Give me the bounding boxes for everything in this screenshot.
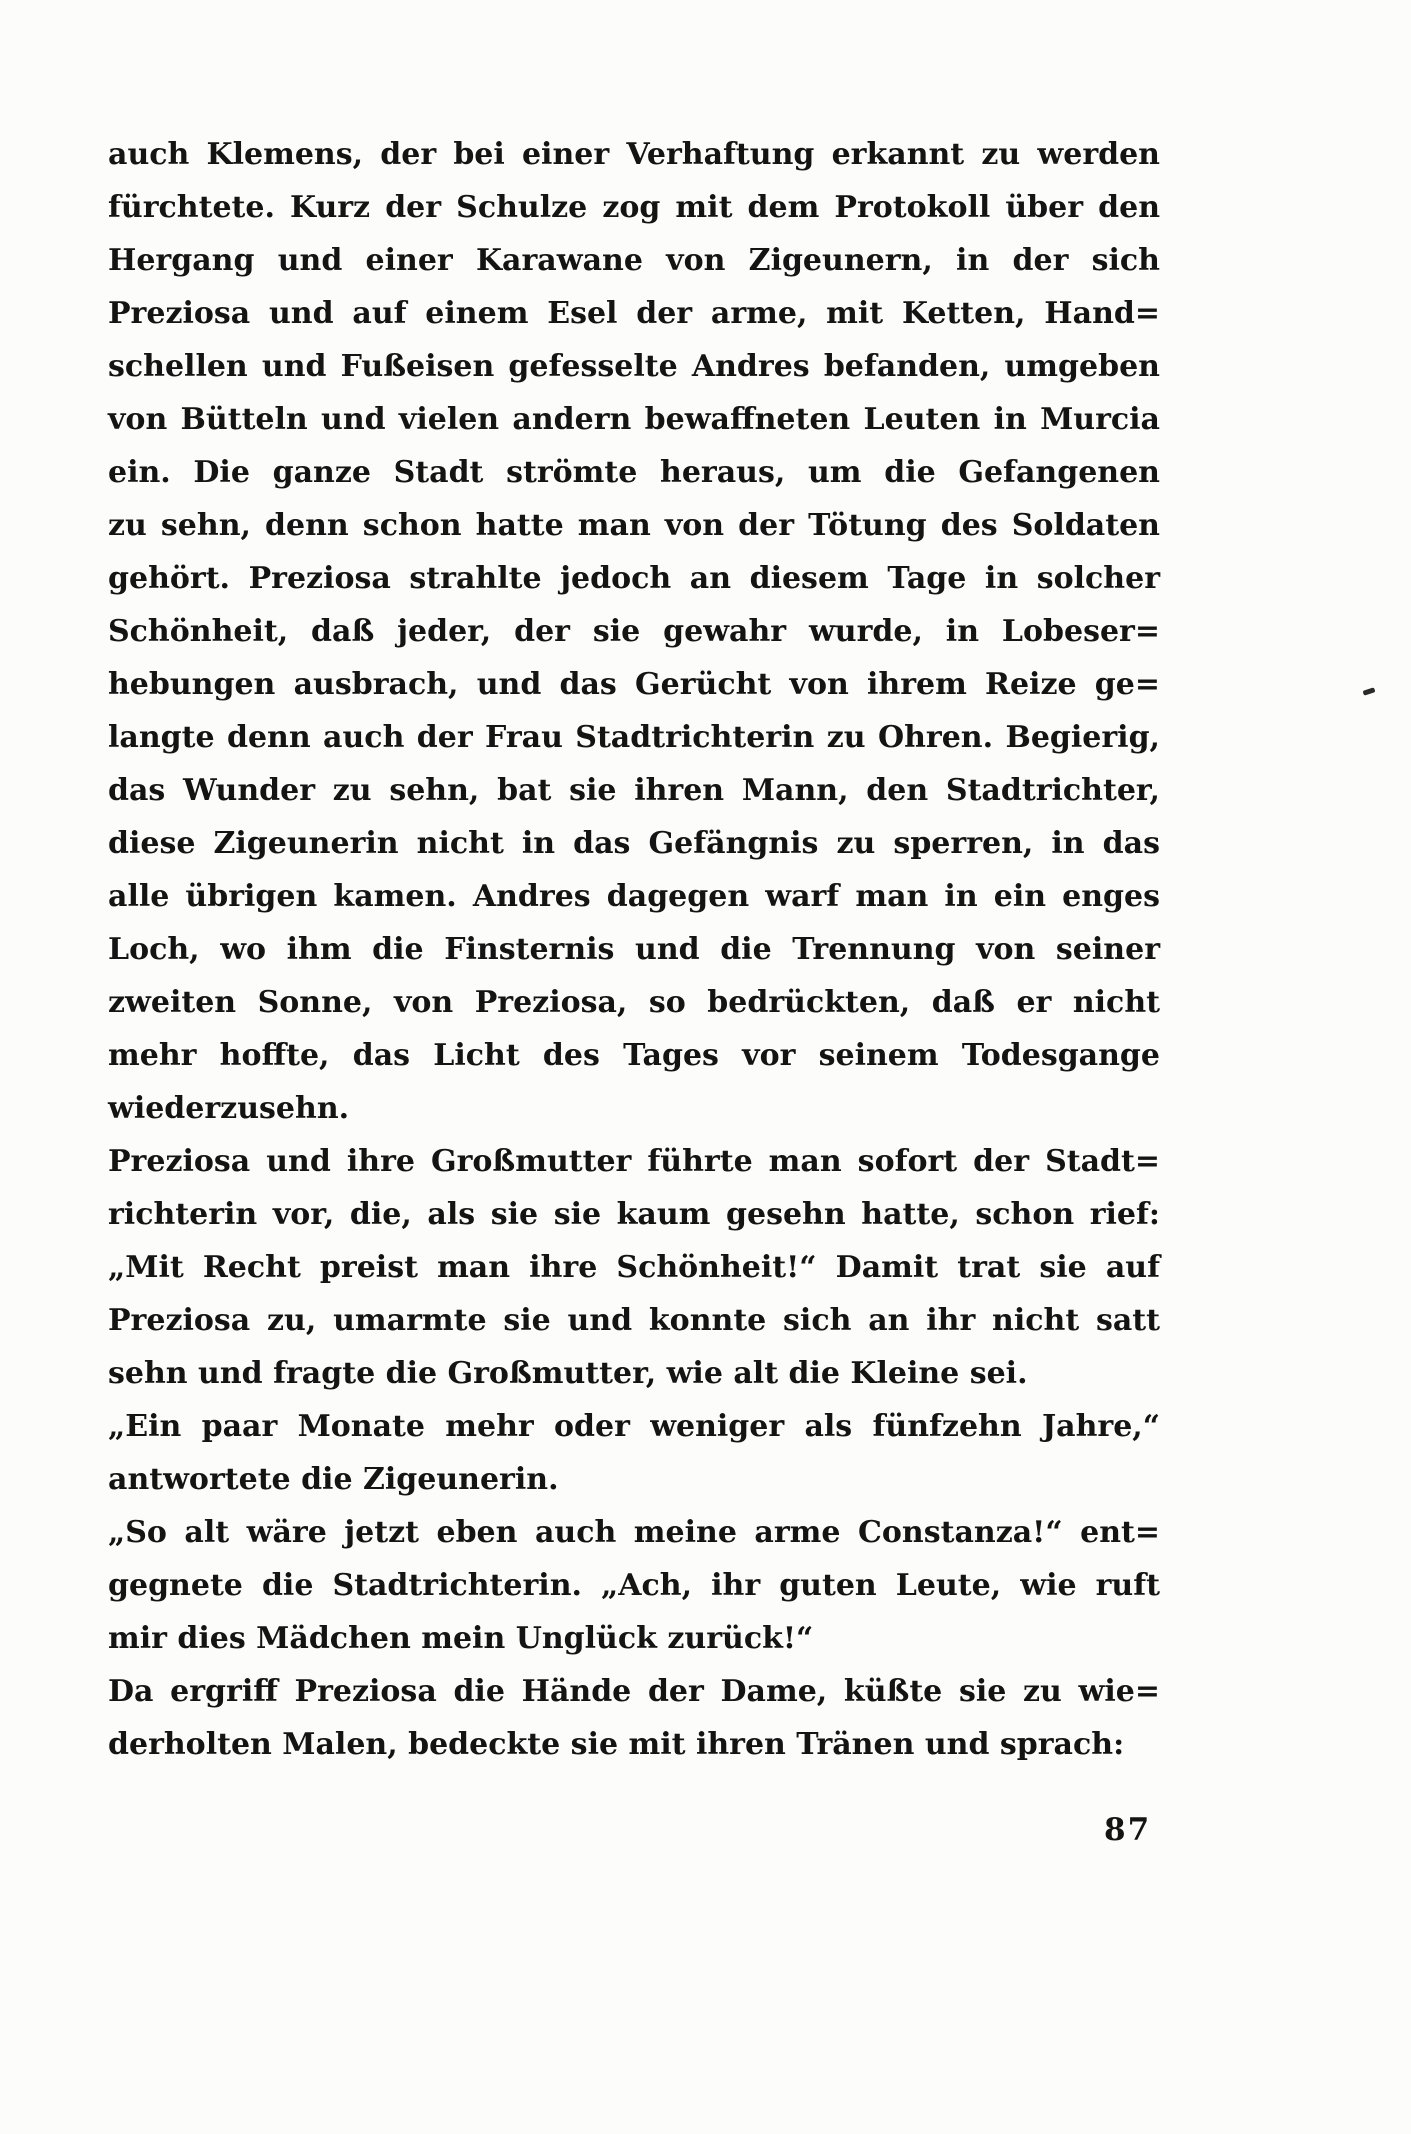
text-line: gehört. Preziosa strahlte jedoch an diesem Tage in solcher <box>108 561 1160 596</box>
text-line: ein. Die ganze Stadt strömte heraus, um die Gefangenen <box>108 455 1160 490</box>
text-line: Preziosa und auf einem Esel der arme, mit Ketten, Hand= <box>108 296 1160 331</box>
text-line: zweiten Sonne, von Preziosa, so bedrückten, daß er nicht <box>108 985 1160 1020</box>
text-line: Loch, wo ihm die Finsternis und die Trennung von seiner <box>108 932 1160 967</box>
text-line: wiederzusehn. <box>108 1091 350 1126</box>
text-line: das Wunder zu sehn, bat sie ihren Mann, den Stadtrichter, <box>108 773 1160 808</box>
text-line: gegnete die Stadtrichterin. „Ach, ihr guten Leute, wie ruft <box>108 1568 1160 1603</box>
text-line: alle übrigen kamen. Andres dagegen warf man in ein enges <box>108 879 1160 914</box>
text-line: richterin vor, die, als sie sie kaum gesehn hatte, schon rief: <box>108 1197 1160 1232</box>
text-line: „Ein paar Monate mehr oder weniger als fünfzehn Jahre,“ <box>108 1409 1160 1444</box>
text-line: Preziosa zu, umarmte sie und konnte sich an ihr nicht satt <box>108 1303 1160 1338</box>
text-line: Da ergriff Preziosa die Hände der Dame, küßte sie zu wie= <box>108 1674 1160 1709</box>
text-line: mir dies Mädchen mein Unglück zurück!“ <box>108 1621 814 1656</box>
text-line: mehr hoffte, das Licht des Tages vor seinem Todesgange <box>108 1038 1160 1073</box>
text-line: zu sehn, denn schon hatte man von der Tötung des Soldaten <box>108 508 1160 543</box>
text-line: antwortete die Zigeunerin. <box>108 1462 559 1497</box>
text-line: Schönheit, daß jeder, der sie gewahr wurde, in Lobeser= <box>108 614 1160 649</box>
text-line: hebungen ausbrach, und das Gerücht von ihrem Reize ge= <box>108 667 1160 702</box>
text-line: diese Zigeunerin nicht in das Gefängnis zu sperren, in das <box>108 826 1160 861</box>
text-line: langte denn auch der Frau Stadtrichterin zu Ohren. Begierig, <box>108 720 1160 755</box>
text-line: fürchtete. Kurz der Schulze zog mit dem Protokoll über den <box>108 190 1160 225</box>
text-line: „Mit Recht preist man ihre Schönheit!“ Damit trat sie auf <box>108 1250 1160 1285</box>
text-line: derholten Malen, bedeckte sie mit ihren Tränen und sprach: <box>108 1727 1125 1762</box>
page-text <box>108 128 1160 1771</box>
text-line: Preziosa und ihre Großmutter führte man sofort der Stadt= <box>108 1144 1160 1179</box>
text-line: schellen und Fußeisen gefesselte Andres befanden, umgeben <box>108 349 1160 384</box>
text-line: sehn und fragte die Großmutter, wie alt die Kleine sei. <box>108 1356 1028 1391</box>
text-line: „So alt wäre jetzt eben auch meine arme Constanza!“ ent= <box>108 1515 1160 1550</box>
text-line: auch Klemens, der bei einer Verhaftung erkannt zu werden <box>108 137 1160 172</box>
text-line: von Bütteln und vielen andern bewaffneten Leuten in Murcia <box>108 402 1160 437</box>
text-line: Hergang und einer Karawane von Zigeunern, in der sich <box>108 243 1160 278</box>
page-number: 87 <box>1104 1812 1152 1848</box>
scan-speck <box>1363 687 1376 695</box>
